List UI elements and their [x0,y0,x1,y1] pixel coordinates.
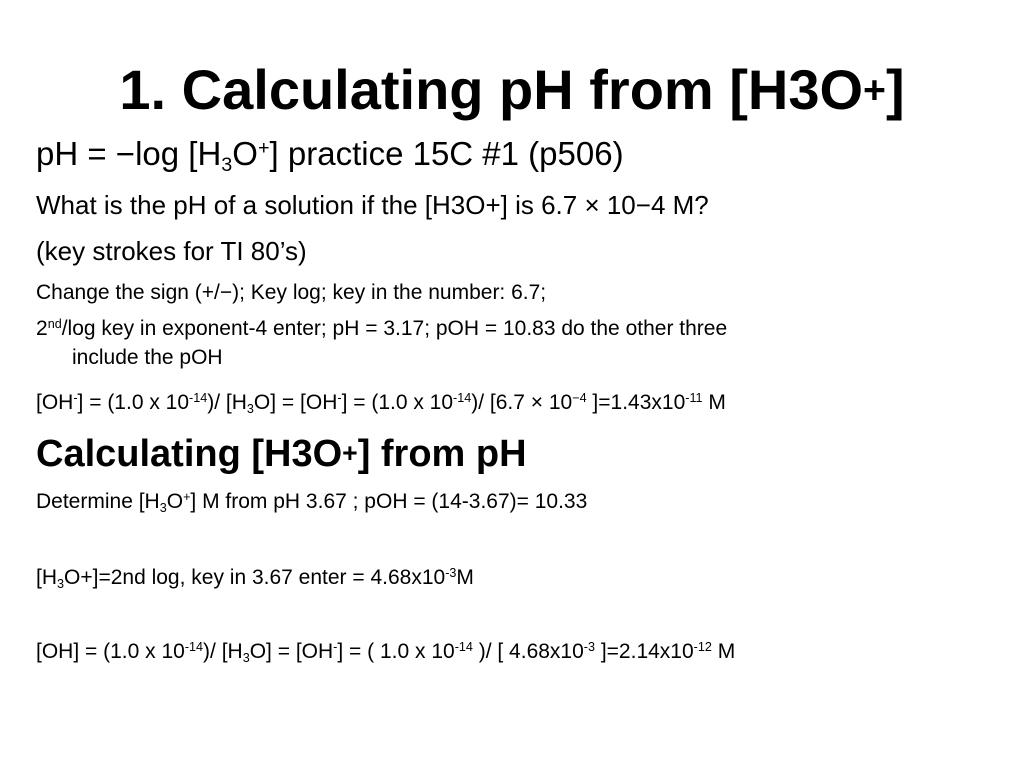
text-part: Determine [H [36,490,160,513]
section-2-heading-text: Calculating [H3O [36,433,343,475]
determine-line [36,490,587,513]
text-part: M [456,566,474,589]
section-2-heading [36,434,527,476]
superscript: - [337,391,342,406]
section-2-heading-rest: ] from pH [357,433,527,475]
superscript: -3 [583,640,595,655]
subscript: 3 [159,500,167,515]
formula-suffix: ] practice 15C #1 (p506) [269,135,624,172]
subscript: 3 [246,401,254,416]
text-part: ] M from pH 3.67 ; pOH = (14-3.67)= 10.33 [190,490,588,513]
step2-rest: /log key in exponent-4 enter; pH = 3.17; pOH = 10.83 do the other three [61,317,728,340]
oh-calculation-line-2 [36,640,735,663]
text-part: )/ [H [207,391,247,414]
text-part: ] = (1.0 x 10 [341,391,454,414]
text-part: [OH [36,391,74,414]
title-close: ] [885,58,905,121]
step-1-line: Change the sign (+/−); Key log; key in the number: 6.7; [36,281,547,304]
superscript: -11 [685,391,703,406]
step-2-line [36,317,727,340]
step2-lead: 2 [36,317,48,340]
superscript: -3 [445,566,457,581]
text-part: ] = (1.0 x 10 [77,391,190,414]
text-part: M [711,640,736,663]
text-part: [OH] = (1.0 x 10 [36,640,185,663]
superscript: + [183,490,191,505]
superscript: -14 [454,640,473,655]
step2-superscript: nd [47,317,62,332]
superscript: −4 [572,391,587,406]
oh-calculation-line-1 [36,391,726,414]
superscript: -14 [189,391,208,406]
text-part: O+]=2nd log, key in 3.67 enter = 4.68x10 [64,566,446,589]
text-part: O] = [OH [249,640,334,663]
text-part: )/ [6.7 × 10 [471,391,573,414]
subscript: 3 [242,650,250,665]
keystrokes-heading: (key strokes for TI 80’s) [36,236,307,266]
slide-title [0,58,1024,121]
title-plus: + [863,69,886,113]
text-part: O [166,490,184,513]
text-part: )/ [ 4.68x10 [472,640,584,663]
h3o-calculation-line [36,566,474,589]
ph-formula-line [36,135,624,176]
question-line: What is the pH of a solution if the [H3O+] is 6.7 × 10−4 M? [36,190,709,220]
text-part: [H [36,566,57,589]
text-part: ]=1.43x10 [586,391,686,414]
text-part: ]=2.14x10 [595,640,694,663]
step-2-continuation: include the pOH [72,346,223,369]
superscript: - [333,640,338,655]
superscript: - [73,391,78,406]
text-part: M [702,391,726,414]
title-text: 1. Calculating pH from [H3O [119,58,864,121]
formula-subscript: 3 [221,153,233,176]
superscript: -12 [693,640,712,655]
text-part: O] = [OH [253,391,338,414]
formula-superscript: + [257,137,270,160]
formula-o: O [232,135,258,172]
subscript: 3 [57,576,65,591]
section-2-heading-plus: + [342,438,358,469]
text-part: ] = ( 1.0 x 10 [337,640,455,663]
text-part: )/ [H [203,640,243,663]
superscript: -14 [184,640,204,655]
superscript: -14 [453,391,472,406]
formula-prefix: pH = −log [H [36,135,222,172]
